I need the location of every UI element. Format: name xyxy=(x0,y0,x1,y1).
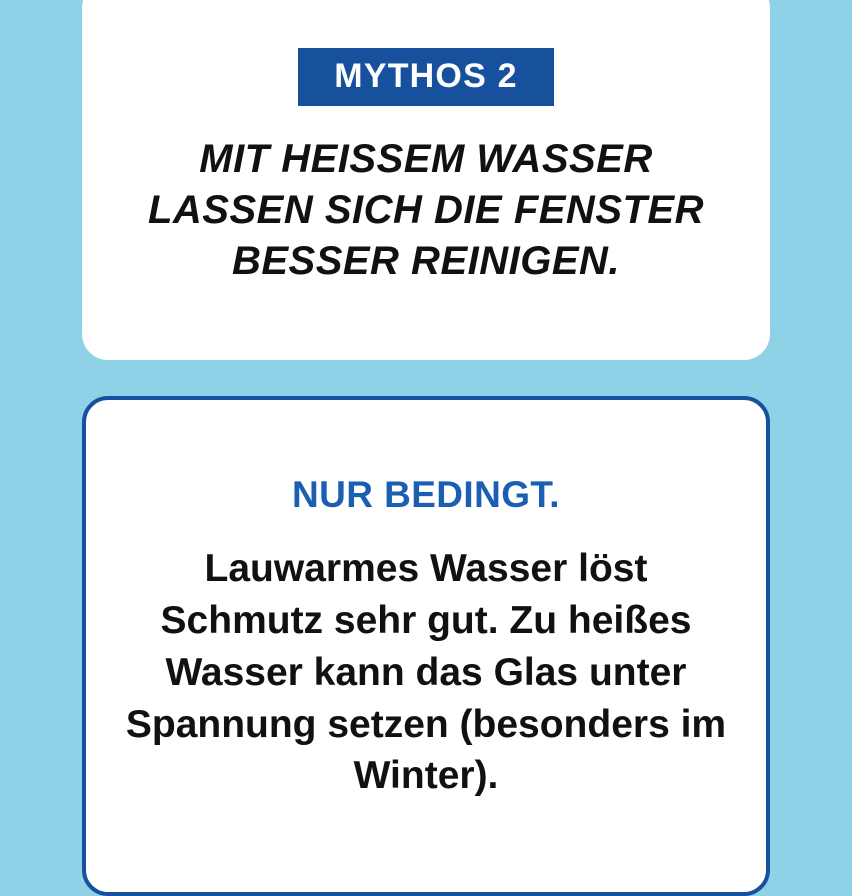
myth-badge: MYTHOS 2 xyxy=(298,48,553,106)
myth-statement: MIT HEISSEM WASSER LASSEN SICH DIE FENSTER BESSER REINIGEN. xyxy=(147,137,704,284)
answer-verdict: NUR BEDINGT. xyxy=(292,474,560,515)
myth-card xyxy=(82,0,770,360)
answer-card xyxy=(82,396,770,896)
answer-explanation: Lauwarmes Wasser löst Schmutz sehr gut. Zu heißes Wasser kann das Glas unter Spannung setzen (besonders im Winter). xyxy=(125,547,727,798)
